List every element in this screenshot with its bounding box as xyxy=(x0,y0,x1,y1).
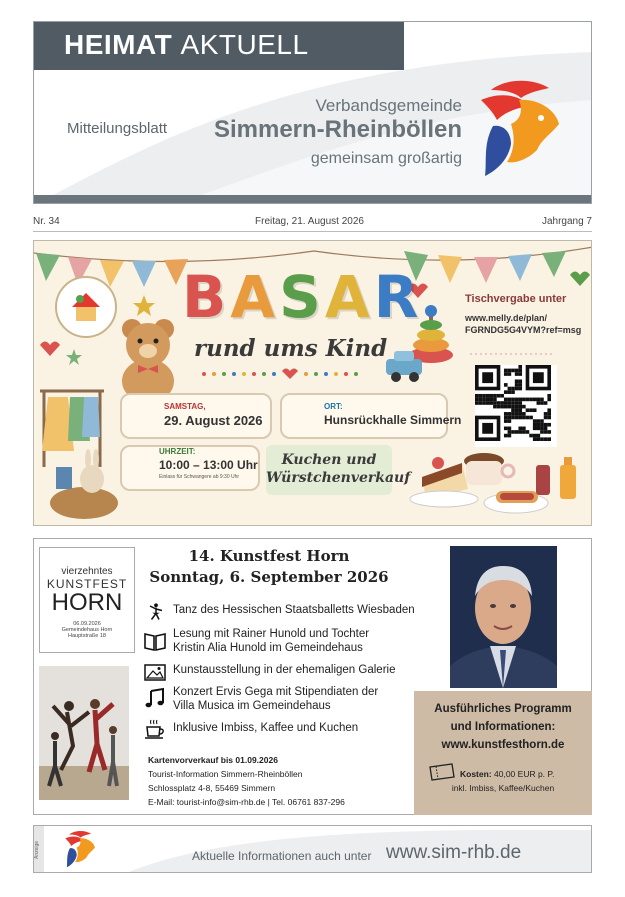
municipality-name: Simmern-Rheinböllen xyxy=(213,116,462,143)
basar-advertisement xyxy=(33,240,592,526)
program-item xyxy=(143,603,443,623)
lion-logo-small-icon xyxy=(60,830,98,868)
teddy-bear-icon xyxy=(122,319,174,403)
date-label: SAMSTAG, xyxy=(164,402,206,411)
poster-date: 06.09.2026 xyxy=(73,621,101,627)
title-letter: B xyxy=(182,263,231,331)
date-value: 29. August 2026 xyxy=(164,413,263,428)
info-line-1: Ausführliches Programm xyxy=(434,703,572,715)
title-light: AKTUELL xyxy=(180,29,309,60)
poster-line-2: KUNSTFEST xyxy=(46,577,128,591)
title-letter: S xyxy=(279,263,325,331)
poster-line-3: HORN xyxy=(51,589,123,616)
music-note-icon xyxy=(143,686,167,710)
qr-code-pattern xyxy=(475,365,551,441)
time-note: Einlass für Schwangere ab 9:30 Uhr xyxy=(159,474,240,480)
verbandsgemeinde-label: Verbandsgemeinde xyxy=(315,96,462,115)
ticket-sales-block xyxy=(148,753,345,809)
open-book-icon xyxy=(143,629,167,653)
place-label: ORT: xyxy=(324,402,343,411)
poster-place: Gemeindehaus Horn xyxy=(61,627,113,633)
foerderverein-badge-icon xyxy=(56,277,116,337)
footer-banner xyxy=(33,825,592,873)
dot-row-icon xyxy=(202,369,358,380)
ticket-sales-line-3: E-Mail: tourist-info@sim-rhb.de | Tel. 06761 837-296 xyxy=(148,797,345,807)
program-item-text: Kunstausstellung in der ehemaligen Galerie xyxy=(173,664,396,676)
cost-line xyxy=(460,769,554,779)
newspaper-title xyxy=(64,29,309,61)
side-label: Anzeige xyxy=(34,826,44,873)
star-icon xyxy=(66,349,82,365)
cost-value: 40,00 EUR p. P. xyxy=(494,769,555,779)
poster-street: Hauptstraße 18 xyxy=(68,633,106,639)
program-item-text-2: Villa Musica im Gemeindehaus xyxy=(173,700,331,712)
ticket-sales-title: Kartenvorverkauf bis 01.09.2026 xyxy=(148,755,278,765)
issue-date: Freitag, 21. August 2026 xyxy=(255,216,364,227)
ballet-dancer-icon xyxy=(147,601,165,623)
kunstfest-date: Sonntag, 6. September 2026 xyxy=(149,568,389,586)
kunstfest-heading: 14. Kunstfest Horn xyxy=(188,547,350,565)
footer-website-link[interactable]: www.sim-rhb.de xyxy=(386,842,522,863)
food-line-1: Kuchen und xyxy=(281,452,377,468)
ticket-sales-line-2: Schlossplatz 4-8, 55469 Simmern xyxy=(148,783,276,793)
rainer-hunold-photo xyxy=(450,546,557,688)
table-heading: Tischvergabe unter xyxy=(465,293,567,305)
header-bottom-bar xyxy=(34,195,592,203)
title-bold: HEIMAT xyxy=(64,29,173,60)
title-letter: A xyxy=(230,263,280,331)
time-value: 10:00 – 13:00 Uhr xyxy=(159,458,258,472)
title-bar xyxy=(34,22,404,70)
footer-text: Aktuelle Informationen auch unter xyxy=(192,849,372,863)
program-item xyxy=(143,721,443,741)
heart-icon xyxy=(40,342,60,357)
time-label: UHRZEIT: xyxy=(159,447,196,456)
program-item-text: Konzert Ervis Gega mit Stipendiaten der xyxy=(173,686,379,698)
title-letter: R xyxy=(373,263,423,331)
info-line-2: und Informationen: xyxy=(450,721,556,733)
title-letter: A xyxy=(324,263,374,331)
cost-label: Kosten: xyxy=(460,769,492,779)
hot-chocolate-icon xyxy=(464,453,514,485)
basar-title xyxy=(182,263,422,331)
table-url-line-1[interactable]: www.melly.de/plan/ xyxy=(465,313,548,323)
info-website-link[interactable]: www.kunstfesthorn.de xyxy=(441,739,565,751)
kunstfest-poster xyxy=(39,547,135,653)
picture-icon xyxy=(143,660,167,684)
issue-line xyxy=(33,214,592,232)
cost-note: inkl. Imbiss, Kaffee/Kuchen xyxy=(451,783,555,793)
table-url-line-2[interactable]: FGRNDG5G4VYM?ref=msg xyxy=(465,325,582,335)
food-line-2: Würstchenverkauf xyxy=(266,470,411,486)
food-banner xyxy=(266,445,411,495)
star-icon xyxy=(133,295,155,316)
issue-number: Nr. 34 xyxy=(33,216,60,227)
program-item xyxy=(143,627,443,657)
bottles-icon xyxy=(536,457,576,499)
ballet-photo xyxy=(39,666,129,800)
basar-subtitle: rund ums Kind xyxy=(194,335,388,362)
coffee-cup-icon xyxy=(143,717,167,741)
kunstfest-advertisement xyxy=(33,538,592,815)
program-item-text: Lesung mit Rainer Hunold und Tochter xyxy=(173,628,370,640)
place-value: Hunsrückhalle Simmern xyxy=(324,413,462,427)
program-item-text: Inklusive Imbiss, Kaffee und Kuchen xyxy=(173,722,359,734)
program-item xyxy=(143,685,443,715)
heart-icon xyxy=(570,272,590,287)
program-item-text: Tanz des Hessischen Staatsballetts Wiesbaden xyxy=(173,604,415,616)
issue-year: Jahrgang 7 xyxy=(541,216,592,227)
basket-icon xyxy=(50,449,118,519)
program-item xyxy=(143,663,443,683)
ticket-sales-line-1: Tourist-Information Simmern-Rheinböllen xyxy=(148,769,303,779)
ticket-icon xyxy=(428,763,456,781)
poster-line-1: vierzehntes xyxy=(61,566,113,577)
masthead xyxy=(33,21,592,204)
mitteilungsblatt-label: Mitteilungsblatt xyxy=(67,120,168,137)
slogan: gemeinsam großartig xyxy=(310,150,462,167)
lion-logo-icon xyxy=(471,78,563,178)
info-box xyxy=(414,691,592,815)
qr-code-icon[interactable] xyxy=(475,365,557,447)
program-item-text-2: Kristin Alia Hunold im Gemeindehaus xyxy=(173,642,363,654)
